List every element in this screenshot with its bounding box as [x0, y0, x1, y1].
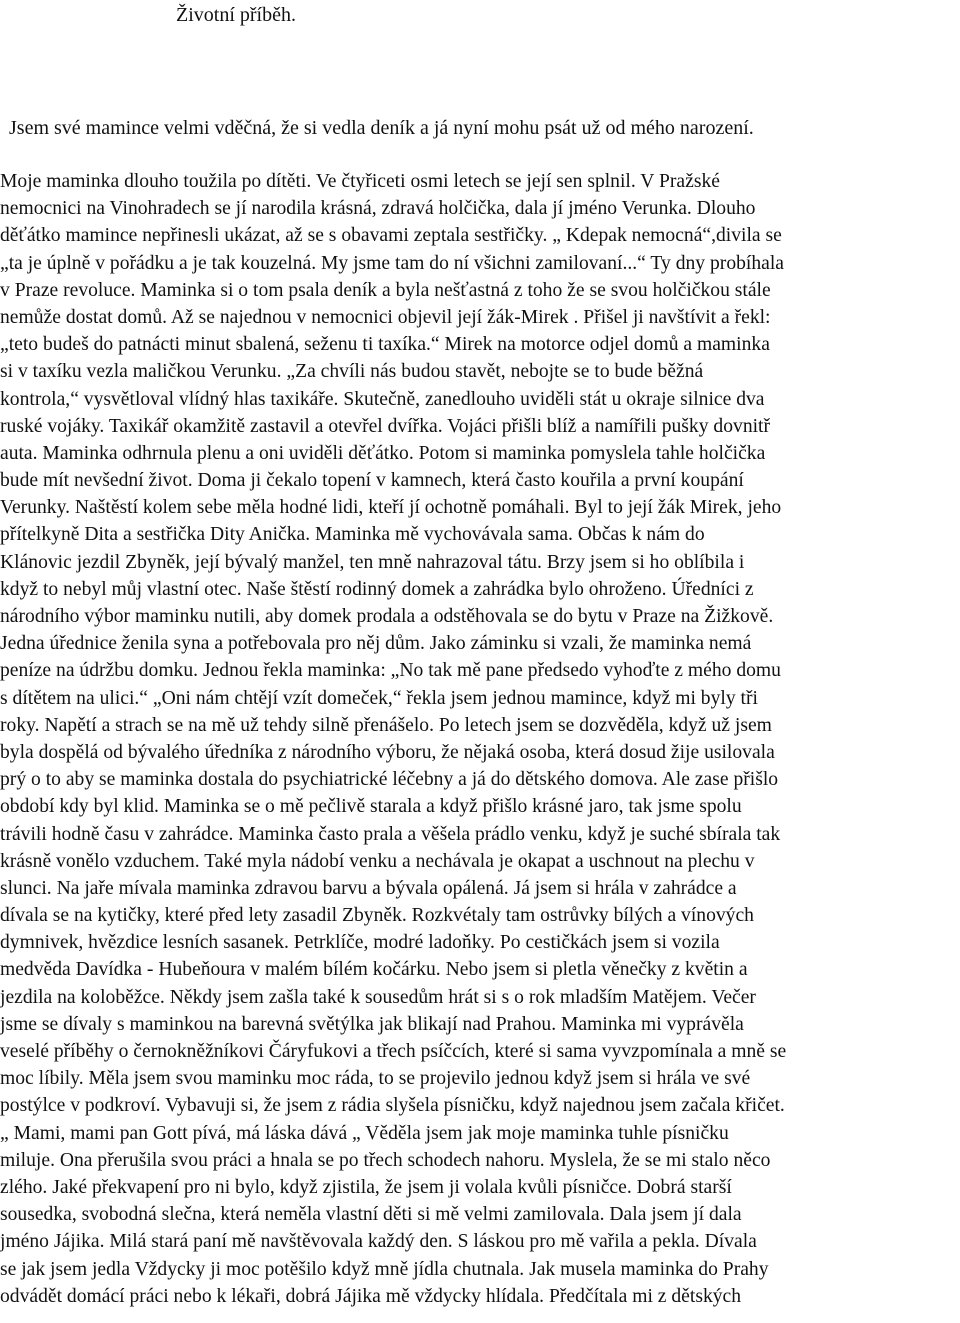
- text-line: jezdila na koloběžce. Někdy jsem zašla také k sousedům hrát si s o rok mladším Matějem. Večer: [0, 986, 756, 1008]
- text-line: se jak jsem jedla Vždycky ji moc potěšilo když mně jídla chutnala. Jak musela maminka do Prahy: [0, 1258, 769, 1280]
- text-line: krásně vonělo vzduchem. Také myla nádobí venku a nechávala je okapat a uschnout na plechu v: [0, 850, 755, 872]
- text-line: veselé příběhy o černokněžníkovi Čáryfukovi a třech psíčcích, které si sama vyvzpomínala a mně se: [0, 1041, 787, 1062]
- text-line: medvěda Davídka - Hubeňoura v malém bílém kočárku. Nebo jsem si pletla věnečky z květin a: [0, 959, 748, 981]
- text-line: zlého. Jaké překvapení pro ni bylo, když zjistila, že jsem ji volala kvůli písničce. Dobrá starší: [0, 1176, 732, 1198]
- text-line: v Praze revoluce. Maminka si o tom psala deník a byla nešťastná z toho že se svou holčičkou stále: [0, 279, 771, 301]
- text-line: národního výbor maminku nutili, aby domek prodala a odstěhovala se do bytu v Praze na Žižkově.: [0, 606, 774, 627]
- text-line: Moje maminka dlouho toužila po dítěti. Ve čtyřiceti osmi letech se její sen splnil. V Pražské: [0, 171, 720, 192]
- text-line: jméno Jájika. Milá stará paní mě navštěvovala každý den. S láskou pro mě vařila a pekla. Dívala: [0, 1231, 757, 1253]
- text-line: kontrola,“ vysvětloval vlídný hlas taxikáře. Skutečně, zanedlouho uviděli stát u okraje silnice dva: [0, 388, 765, 410]
- text-line: dívala se na kytičky, které před lety zasadil Zbyněk. Rozkvétaly tam ostrůvky bílých a vínových: [0, 905, 754, 927]
- text-line: peníze na údržbu domku. Jednou řekla maminka: „No tak mě pane předsedo vyhoďte z mého domu: [0, 660, 781, 682]
- text-line: když to nebyl můj vlastní otec. Naše štěstí rodinný domek a zahrádka bylo ohroženo. Úředníci z: [0, 578, 754, 600]
- text-line: prý o to aby se maminka dostala do psychiatrické léčebny a já do dětského domova. Ale zase přišlo: [0, 769, 779, 791]
- text-line: Verunky. Naštěstí kolem sebe měla hodné lidi, kteří jí ochotně pomáhali. Byl to její žák Mirek, jeho: [0, 497, 782, 519]
- text-line: auta. Maminka odhrnula plenu a oni uviděli děťátko. Potom si maminka pomyslela tahle holčička: [0, 442, 766, 464]
- text-line: sousedka, svobodná slečna, která neměla vlastní děti si mě velmi zamilovala. Dala jsem jí dala: [0, 1204, 742, 1226]
- text-line: bude mít nevšední život. Doma ji čekalo topení v kamnech, která často kouřila a první koupání: [0, 470, 744, 492]
- text-line: ruské vojáky. Taxikář okamžitě zastavil a otevřel dvířka. Vojáci přišli blíž a namířili pušky dovnitř: [0, 415, 771, 437]
- text-line: s dítětem na ulici.“ „Oni nám chtějí vzít domeček,“ řekla jsem jednou mamince, když mi byly tři: [0, 687, 758, 709]
- text-line: „ Mami, mami pan Gott pívá, má láska dává „ Věděla jsem jak moje maminka tuhle písničku: [0, 1122, 729, 1144]
- text-line: postýlce v podkroví. Vybavuji si, že jsem z rádia slyšela písničku, když najednou jsem začala křičet.: [0, 1095, 785, 1117]
- document-title: Životní příběh.: [176, 4, 296, 26]
- text-line: přítelkyně Dita a sestřička Dity Anička. Maminka mě vychovávala sama. Občas k nám do: [0, 524, 705, 546]
- text-line: nemocnici na Vinohradech se jí narodila krásná, zdravá holčička, dala jí jméno Verunka. Dlouho: [0, 198, 756, 220]
- story-paragraph: [0, 168, 960, 1310]
- text-line: Jedna úřednice ženila syna a potřebovala pro něj dům. Jako záminku si vzali, že maminka nemá: [0, 633, 752, 655]
- text-line: „ta je úplně v pořádku a je tak kouzelná. My jsme tam do ní všichni zamilovaní...“ Ty dny probíhala: [0, 252, 784, 274]
- text-line: odvádět domácí práci nebo k lékaři, dobrá Jájika mě vždycky hlídala. Předčítala mi z dětských: [0, 1285, 742, 1307]
- text-line: Klánovic jezdil Zbyněk, její bývalý manžel, ten mně nahrazoval tátu. Brzy jsem si ho oblíbila i: [0, 551, 745, 573]
- text-line: si v taxíku vezla maličkou Verunku. „Za chvíli nás budou stavět, nebojte se to bude běžná: [0, 361, 704, 383]
- text-line: trávili hodně času v zahrádce. Maminka často prala a věšela prádlo venku, když je suché sbírala tak: [0, 823, 781, 845]
- text-line: nemůže dostat domů. Až se najednou v nemocnici objevil její žák-Mirek . Přišel ji navštívit a řekl:: [0, 306, 771, 328]
- text-line: moc líbily. Měla jsem svou maminku moc ráda, to se projevilo jednou když jsem si hrála ve své: [0, 1068, 751, 1090]
- text-line: slunci. Na jaře mívala maminka zdravou barvu a bývala opálená. Já jsem si hrála v zahrádce a: [0, 877, 737, 899]
- text-line: roky. Napětí a strach se na mě už tehdy silně přenášelo. Po letech jsem se dozvěděla, když už jsem: [0, 714, 772, 736]
- text-line: období kdy byl klid. Maminka se o mě pečlivě starala a když přišlo krásné jaro, tak jsme spolu: [0, 796, 742, 818]
- text-line: „teto budeš do patnácti minut sbalená, seženu ti taxíka.“ Mirek na motorce odjel domů a maminka: [0, 334, 770, 356]
- text-line: dymnivek, hvězdice lesních sasanek. Petrklíče, modré ladoňky. Po cestičkách jsem si vozila: [0, 932, 720, 954]
- text-line: jsme se dívaly s maminkou na barevná světýlka jak blikají nad Prahou. Maminka mi vyprávěla: [0, 1013, 744, 1035]
- text-line: miluje. Ona přerušila svou práci a hnala se po třech schodech nahoru. Myslela, že se mi stalo něco: [0, 1149, 771, 1171]
- intro-paragraph: Jsem své mamince velmi vděčná, že si vedla deník a já nyní mohu psát už od mého narození.: [9, 117, 754, 139]
- text-line: byla dospělá od bývalého úředníka z národního výboru, že nějaká osoba, která dosud žije usilovala: [0, 741, 775, 763]
- text-line: děťátko mamince nepřinesli ukázat, až se s obavami zeptala sestřičky. „ Kdepak nemocná“,divila se: [0, 225, 782, 247]
